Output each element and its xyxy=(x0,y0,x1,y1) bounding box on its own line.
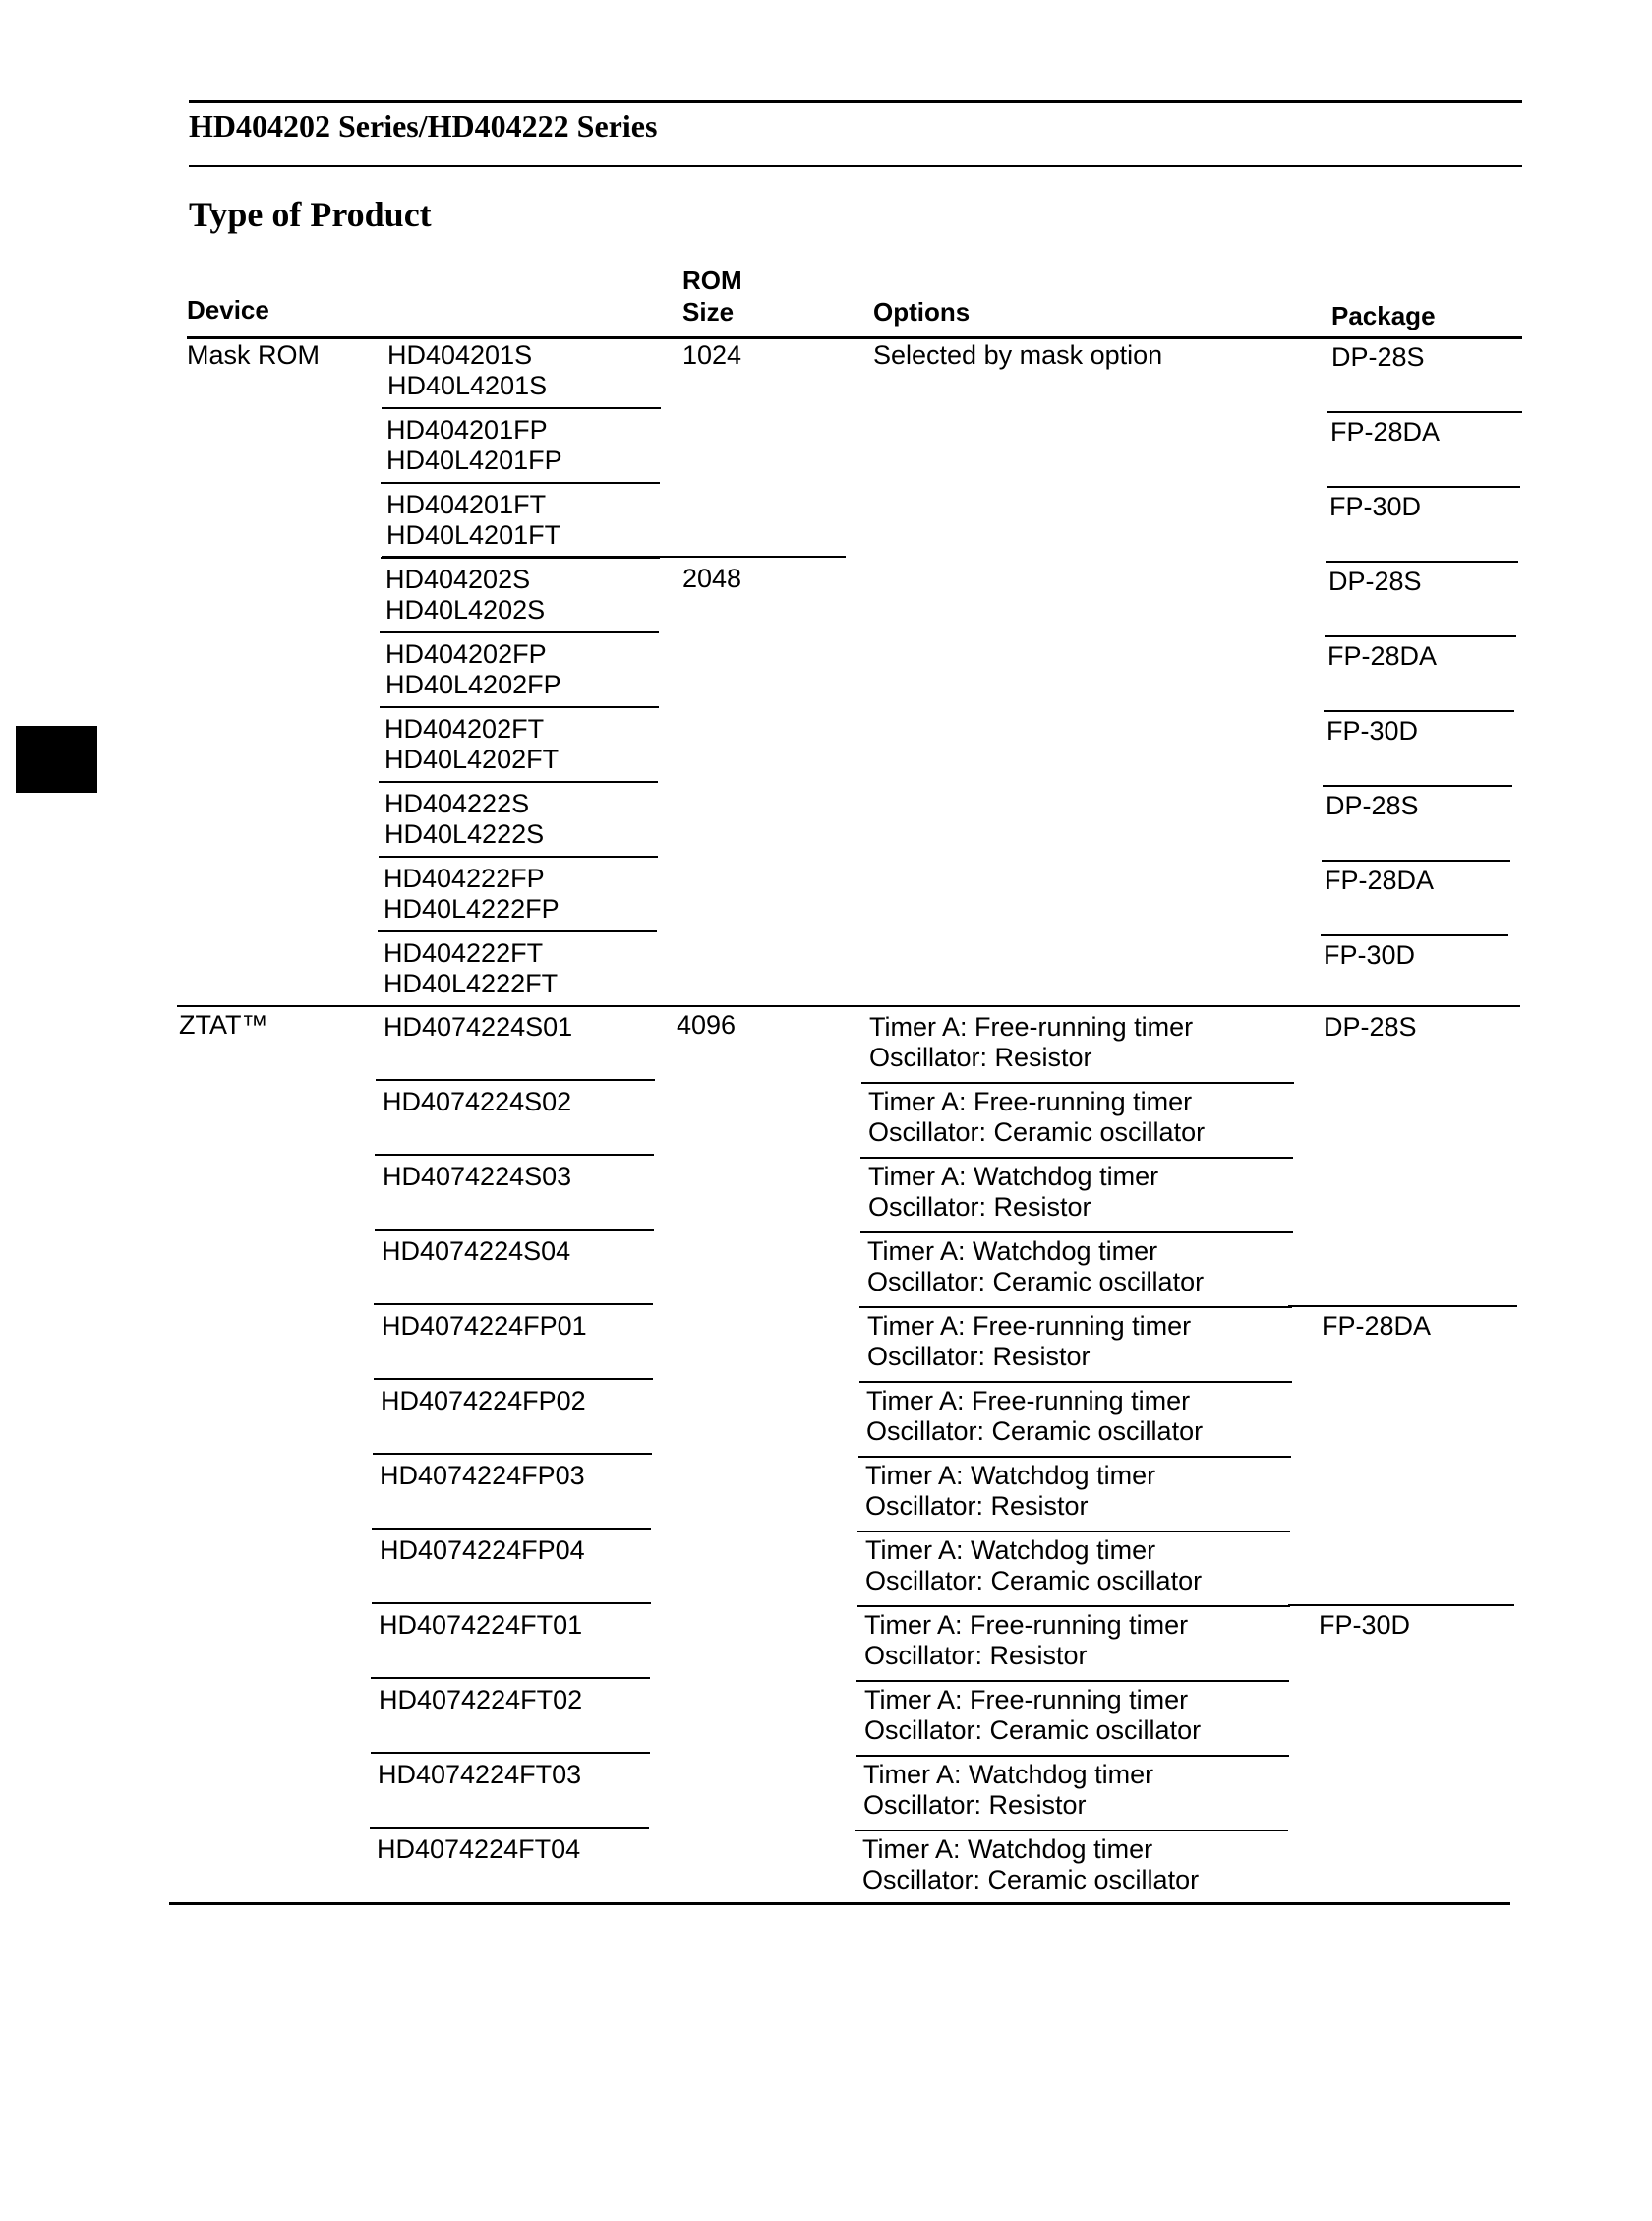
rom-size-1024: 1024 xyxy=(682,340,742,370)
option-oscillator: Oscillator: Resistor xyxy=(864,1641,1088,1670)
part-divider xyxy=(372,1528,651,1530)
option-timer: Timer A: Free-running timer xyxy=(869,1012,1194,1042)
package-divider xyxy=(1321,934,1508,936)
part-divider xyxy=(370,1827,649,1829)
package-label: FP-30D xyxy=(1329,492,1422,521)
package-label: FP-30D xyxy=(1327,716,1419,746)
section-tab-marker xyxy=(16,726,97,793)
col-header-options: Options xyxy=(873,297,971,327)
part-number: HD404201FT xyxy=(386,490,547,519)
package-label: DP-28S xyxy=(1328,567,1422,596)
part-divider xyxy=(382,407,661,409)
option-oscillator: Oscillator: Ceramic oscillator xyxy=(862,1865,1200,1894)
part-divider xyxy=(376,1079,655,1081)
option-oscillator: Oscillator: Ceramic oscillator xyxy=(864,1715,1202,1745)
package-label: DP-28S xyxy=(1331,342,1425,372)
col-header-package: Package xyxy=(1331,301,1436,330)
ztat-package-divider-2 xyxy=(1288,1604,1514,1606)
option-divider xyxy=(859,1381,1292,1383)
option-oscillator: Oscillator: Ceramic oscillator xyxy=(867,1267,1205,1296)
option-divider xyxy=(856,1830,1288,1831)
rom-size-2048: 2048 xyxy=(682,564,742,593)
option-timer: Timer A: Watchdog timer xyxy=(868,1162,1159,1191)
package-divider xyxy=(1326,561,1518,563)
option-timer: Timer A: Watchdog timer xyxy=(865,1535,1156,1565)
option-divider xyxy=(857,1605,1290,1607)
package-divider xyxy=(1328,411,1522,413)
part-number: HD4074224FT04 xyxy=(377,1834,581,1864)
part-number: HD4074224S04 xyxy=(382,1236,571,1266)
option-timer: Timer A: Free-running timer xyxy=(864,1685,1189,1714)
section-title: Type of Product xyxy=(189,195,432,234)
header-bottom-rule xyxy=(189,165,1522,167)
part-divider xyxy=(381,482,660,484)
ztat-package-fp28da: FP-28DA xyxy=(1322,1311,1432,1341)
part-divider xyxy=(381,557,660,559)
col-header-device: Device xyxy=(187,295,269,325)
ztat-package-dp28s: DP-28S xyxy=(1324,1012,1417,1042)
part-number: HD4074224S01 xyxy=(384,1012,573,1042)
package-divider xyxy=(1324,710,1514,712)
part-divider xyxy=(375,1154,654,1156)
part-number: HD404222FT xyxy=(384,938,544,968)
part-number: HD4074224FP02 xyxy=(381,1386,586,1415)
part-divider xyxy=(380,631,659,633)
part-divider xyxy=(371,1752,650,1754)
option-divider xyxy=(859,1306,1292,1308)
part-number: HD4074224FP04 xyxy=(380,1535,585,1565)
option-oscillator: Oscillator: Resistor xyxy=(867,1342,1091,1371)
option-oscillator: Oscillator: Ceramic oscillator xyxy=(865,1566,1203,1595)
part-divider xyxy=(379,781,658,783)
part-number-low-voltage: HD40L4201FT xyxy=(386,520,561,550)
option-divider xyxy=(860,1157,1293,1159)
ztat-package-divider-1 xyxy=(1288,1305,1517,1307)
col-header-rom-line2: Size xyxy=(682,297,735,327)
option-timer: Timer A: Free-running timer xyxy=(867,1311,1192,1341)
part-number: HD404222S xyxy=(384,789,530,818)
part-number-low-voltage: HD40L4201S xyxy=(387,371,548,400)
option-divider xyxy=(857,1531,1290,1532)
mask-rom-options: Selected by mask option xyxy=(873,340,1163,370)
part-divider xyxy=(378,930,657,932)
part-number: HD4074224FT01 xyxy=(379,1610,583,1640)
option-timer: Timer A: Watchdog timer xyxy=(863,1760,1154,1789)
option-timer: Timer A: Watchdog timer xyxy=(862,1834,1153,1864)
part-divider xyxy=(372,1602,651,1604)
package-divider xyxy=(1325,635,1516,637)
package-divider xyxy=(1322,860,1510,862)
package-label: FP-28DA xyxy=(1325,866,1435,895)
option-timer: Timer A: Free-running timer xyxy=(864,1610,1189,1640)
part-number-low-voltage: HD40L4222S xyxy=(384,819,545,849)
package-label: FP-28DA xyxy=(1330,417,1441,447)
option-divider xyxy=(856,1755,1289,1757)
part-number: HD404201S xyxy=(387,340,533,370)
part-divider xyxy=(379,856,658,858)
part-number: HD4074224FT02 xyxy=(379,1685,583,1714)
option-divider xyxy=(856,1680,1289,1682)
package-divider xyxy=(1323,785,1512,787)
ztat-package-fp30d: FP-30D xyxy=(1319,1610,1411,1640)
option-timer: Timer A: Watchdog timer xyxy=(865,1461,1156,1490)
part-number: HD404202FT xyxy=(384,714,545,744)
option-timer: Timer A: Free-running timer xyxy=(868,1087,1193,1116)
part-number-low-voltage: HD40L4202FP xyxy=(385,670,561,699)
part-number: HD404201FP xyxy=(386,415,548,445)
option-divider xyxy=(860,1231,1293,1233)
part-number-low-voltage: HD40L4201FP xyxy=(386,446,562,475)
option-divider xyxy=(861,1082,1294,1084)
part-divider xyxy=(380,706,659,708)
part-number: HD404202FP xyxy=(385,639,547,669)
part-number: HD4074224S02 xyxy=(383,1087,572,1116)
col-header-rom-line1: ROM xyxy=(682,266,742,295)
part-divider xyxy=(375,1229,654,1231)
part-number: HD404202S xyxy=(385,565,531,594)
section-divider xyxy=(177,1005,1520,1007)
option-oscillator: Oscillator: Ceramic oscillator xyxy=(866,1416,1204,1446)
part-number: HD404222FP xyxy=(384,864,545,893)
part-number-low-voltage: HD40L4222FP xyxy=(384,894,560,924)
part-number-low-voltage: HD40L4202S xyxy=(385,595,546,625)
device-ztat: ZTAT™ xyxy=(179,1010,268,1040)
part-number: HD4074224S03 xyxy=(383,1162,572,1191)
column-header-rule xyxy=(187,336,1522,339)
table-bottom-rule xyxy=(169,1902,1510,1905)
package-label: FP-30D xyxy=(1324,940,1416,970)
package-divider xyxy=(1327,486,1520,488)
part-number-low-voltage: HD40L4202FT xyxy=(384,745,560,774)
option-oscillator: Oscillator: Resistor xyxy=(869,1043,1092,1072)
option-oscillator: Oscillator: Ceramic oscillator xyxy=(868,1117,1206,1147)
rom-size-4096: 4096 xyxy=(677,1010,737,1040)
option-divider xyxy=(858,1456,1291,1458)
header-top-rule xyxy=(189,100,1522,103)
option-timer: Timer A: Watchdog timer xyxy=(867,1236,1158,1266)
device-mask-rom: Mask ROM xyxy=(187,340,320,370)
part-divider xyxy=(374,1303,653,1305)
option-oscillator: Oscillator: Resistor xyxy=(865,1491,1089,1521)
running-title: HD404202 Series/HD404222 Series xyxy=(189,108,658,144)
package-label: FP-28DA xyxy=(1328,641,1438,671)
part-number-low-voltage: HD40L4222FT xyxy=(384,969,559,998)
part-number: HD4074224FP01 xyxy=(382,1311,587,1341)
part-divider xyxy=(374,1378,653,1380)
option-timer: Timer A: Free-running timer xyxy=(866,1386,1191,1415)
package-label: DP-28S xyxy=(1326,791,1419,820)
part-number: HD4074224FP03 xyxy=(380,1461,585,1490)
part-number: HD4074224FT03 xyxy=(378,1760,582,1789)
option-oscillator: Oscillator: Resistor xyxy=(863,1790,1087,1820)
part-divider xyxy=(371,1677,650,1679)
option-oscillator: Oscillator: Resistor xyxy=(868,1192,1092,1222)
part-divider xyxy=(373,1453,652,1455)
